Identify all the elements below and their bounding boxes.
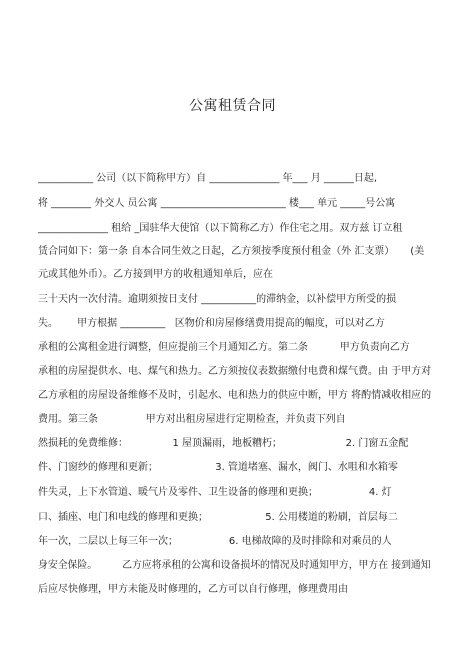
document-title: 公寓租赁合同 [189, 98, 276, 114]
body-line-11: 费用。第三条 甲方对出租房屋进行定期检查，并负责下列自 [38, 414, 346, 425]
body-line-9: 承租的房屋提供水、电、煤气和热力。乙方须按仪表数据缴付电费和煤气费。由 于甲方对 [38, 366, 432, 377]
body-line-10: 乙方承租的房屋设备维修不及时，引起水、电和热力的供应中断，甲方 将酌情减收相应的 [38, 390, 432, 401]
body-line-5: 元或其他外币）。乙方接到甲方的收租通知单后，应在 [38, 269, 273, 280]
body-line-3: ______________ 租给 _国驻华大使馆（以下简称乙方）作住宅之用。双方兹 订立租 [38, 223, 403, 234]
body-line-14: 件失灵，上下水管道、暖气片及零件、卫生设备的修理和更换； 4. 灯 [38, 487, 392, 498]
body-line-7: 失。 甲方根据 _________ 区物价和房屋修缮费用提高的幅度，可以对乙方 [38, 318, 385, 329]
body-line-2: 将 ________ 外交人 员公寓 _________________________ 楼___ 单元 _____号公寓 [38, 198, 396, 209]
body-line-4: 赁合同如下：第一条 自本合同生效之日起，乙方须按季度预付租金（外 汇支票） (美 [38, 246, 425, 257]
body-line-12: 然损耗的免费维修： 1 屋顶漏雨，地板糟朽； 2. 门窗五金配 [38, 438, 409, 449]
body-line-6: 三十天内一次付清。逾期须按日支付 ___________的滞纳金，以补偿甲方所受的损 [38, 294, 397, 305]
body-line-17: 身安全保险。 乙方应将承租的公寓和设备损坏的情况及时通知甲方，甲方在 接到通知 [38, 560, 431, 571]
body-line-13: 件、门窗纱的修理和更新； 3. 管道堵塞、漏水，阀门、水咀和水箱零 [38, 462, 398, 473]
body-line-18: 后应尽快修理，甲方未能及时修理的，乙方可以自行修理，修理费用由 [38, 584, 348, 595]
body-line-15: 口、插座、电门和电线的修理和更换； 5. 公用楼道的粉刷，首层每二 [38, 512, 398, 523]
body-line-8: 承租的公寓租金进行调整，但应提前三个月通知乙方。第二条 甲方负责向乙方 [38, 342, 410, 353]
body-line-1: ___________ 公司（以下简称甲方）自 ______________ 年___ 月 ______日起, [38, 173, 378, 184]
body-line-16: 年一次，二层以上每三年一次； 6. 电梯故障的及时排除和对乘员的人 [38, 536, 392, 547]
